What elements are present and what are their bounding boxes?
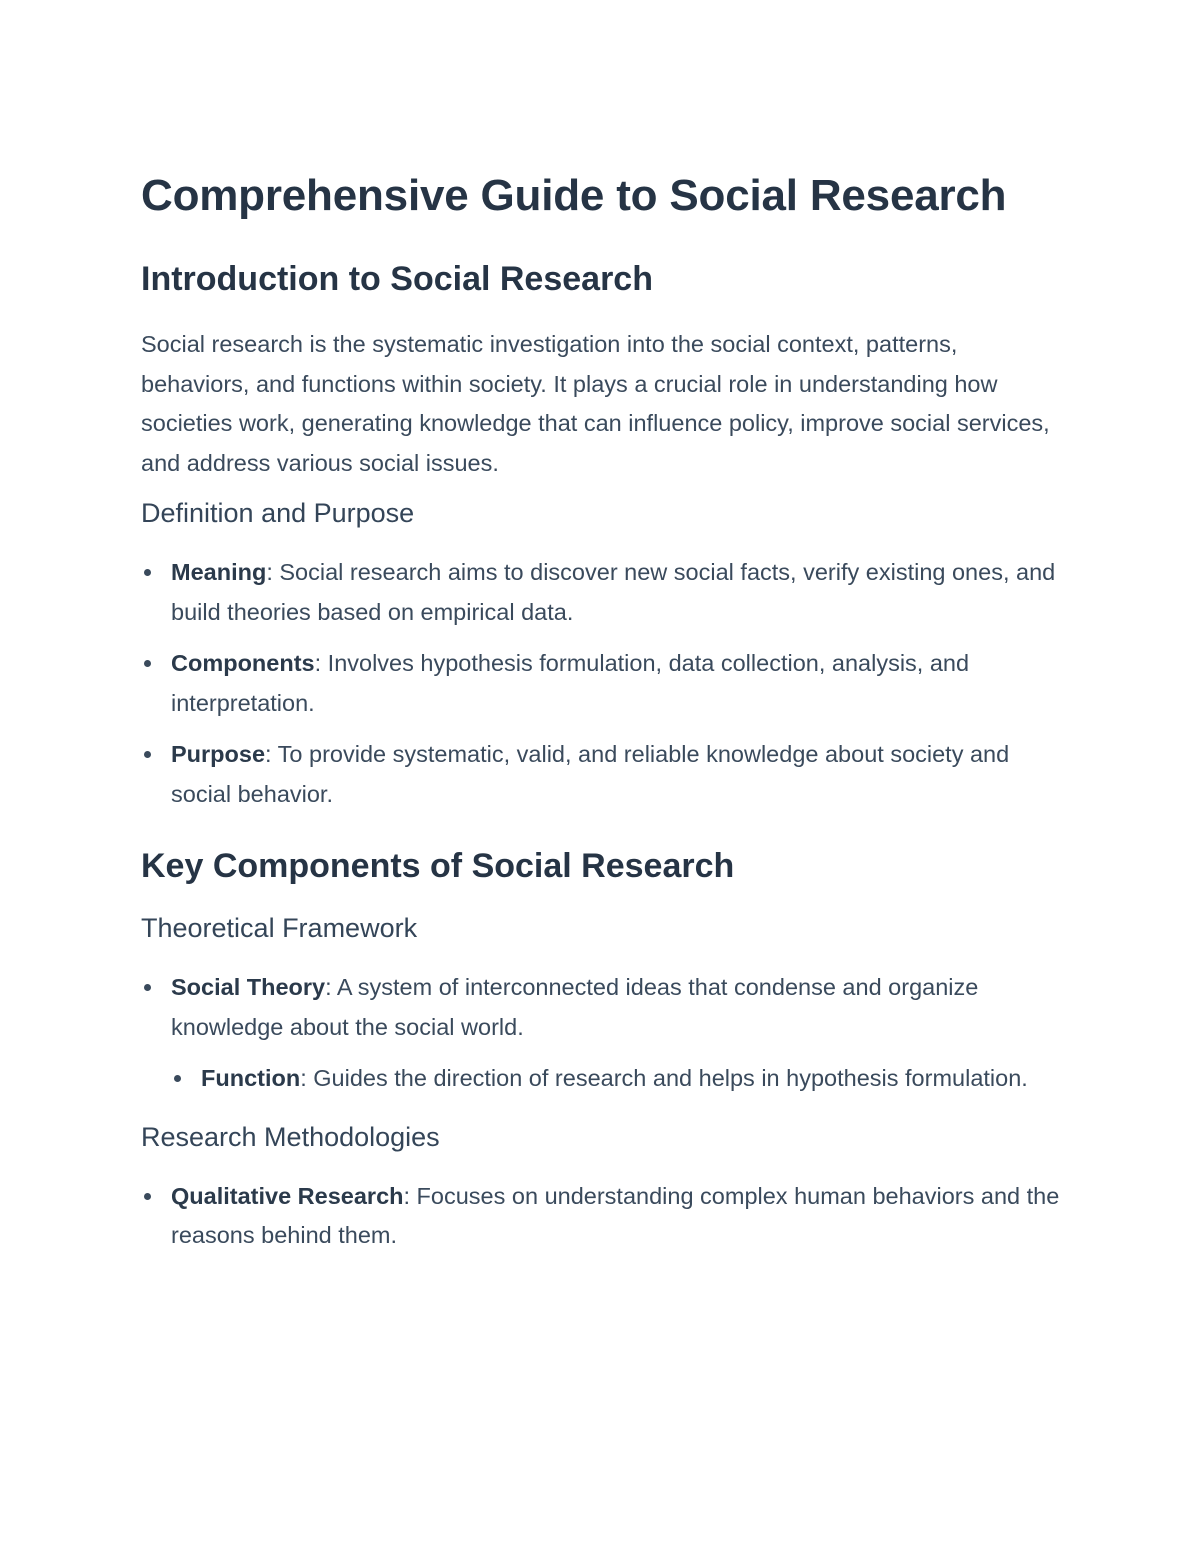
list-item-text: : To provide systematic, valid, and reliable knowledge about society and social behavior. [171, 741, 1010, 807]
list-item-text: : Involves hypothesis formulation, data collection, analysis, and interpretation. [171, 650, 970, 716]
list-item-text: : Guides the direction of research and helps in hypothesis formulation. [300, 1065, 1028, 1091]
list-item-term: Social Theory [171, 974, 326, 1000]
list-item-term: Qualitative Research [171, 1182, 404, 1209]
intro-paragraph: Social research is the systematic investigation into the social context, patterns, behaviors, and functions within society. It plays a crucial role in understanding how societies work, generating knowledge that can influence policy, improve social services, and address various social issues. [141, 331, 1050, 476]
definition-list [141, 553, 1061, 814]
list-item-term: Components [171, 650, 315, 676]
document-page [141, 165, 1061, 1256]
document-title: Comprehensive Guide to Social Research [141, 171, 1007, 220]
list-item-social-theory [141, 968, 1061, 1099]
list-item-meaning [141, 553, 1061, 632]
nested-list [171, 1059, 1061, 1099]
list-item-purpose [141, 735, 1061, 814]
subsection-heading-definition: Definition and Purpose [141, 498, 415, 528]
list-item-text: : A system of interconnected ideas that condense and organize knowledge about the social world. [171, 974, 979, 1040]
section-heading-introduction: Introduction to Social Research [141, 260, 653, 298]
list-item-components [141, 644, 1061, 723]
methodologies-list [141, 1177, 1061, 1256]
list-item-text: : Focuses on understanding complex human behaviors and the reasons behind them. [171, 1182, 1060, 1248]
list-item-text: : Social research aims to discover new social facts, verify existing ones, and build theories based on empirical data. [171, 559, 1056, 625]
section-heading-key-components: Key Components of Social Research [141, 847, 735, 885]
list-item-term: Meaning [171, 559, 267, 585]
subsection-heading-theoretical-framework: Theoretical Framework [141, 913, 418, 943]
list-item-function [171, 1059, 1061, 1099]
list-item-term: Purpose [171, 741, 266, 767]
list-item-term: Function [201, 1065, 301, 1091]
list-item-qualitative-research [141, 1177, 1061, 1256]
theory-list [141, 968, 1061, 1099]
subsection-heading-research-methodologies: Research Methodologies [141, 1121, 440, 1152]
